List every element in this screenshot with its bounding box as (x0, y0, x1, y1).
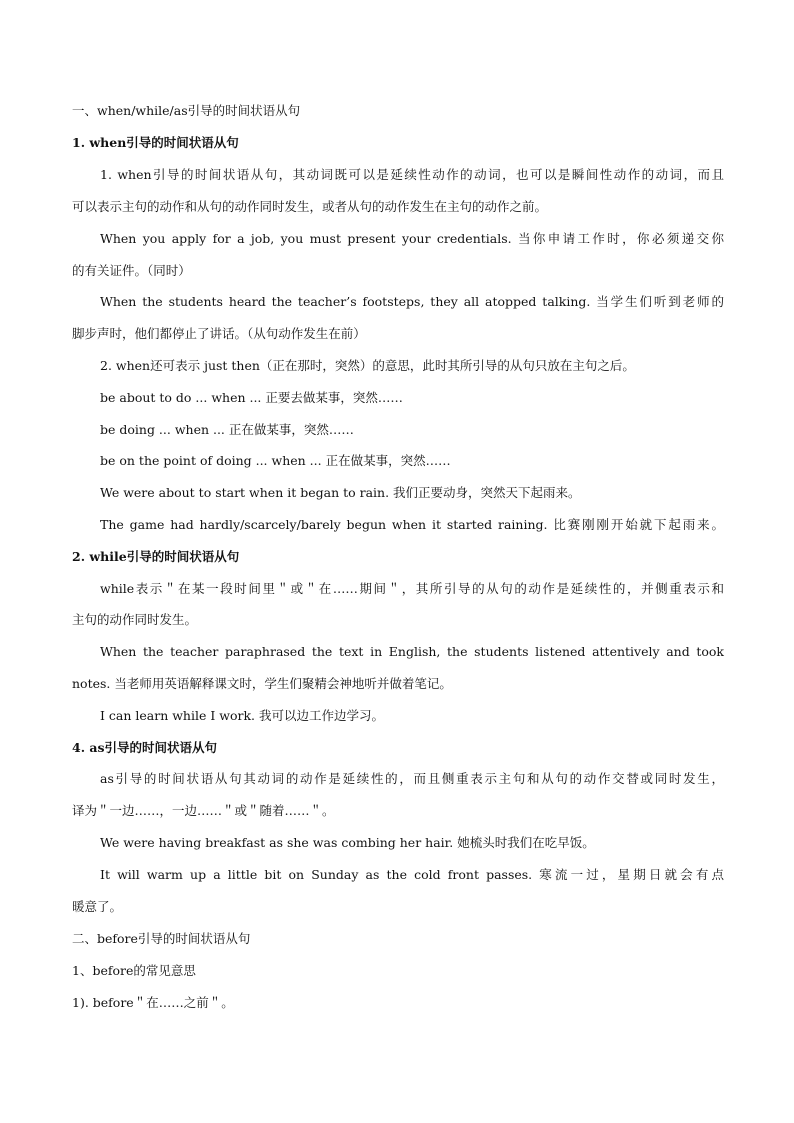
example-line: It will warm up a little bit on Sunday as the cold front passes. 寒流一过，星期日就会有点 (100, 867, 724, 882)
paragraph-line: 2. when还可表示 just then（正在那时，突然）的意思，此时其所引导的从句只放在主句之后。 (100, 358, 635, 373)
pattern-line: be about to do ... when ... 正要去做某事，突然…… (100, 390, 403, 405)
section-heading-when-while-as: 一、when/while/as引导的时间状语从句 (72, 103, 301, 118)
paragraph-line: 主句的动作同时发生。 (72, 612, 198, 627)
example-line: 暖意了。 (72, 899, 123, 914)
paragraph-line: as引导的时间状语从句其动词的动作是延续性的，而且侧重表示主句和从句的动作交替或同时发生， (100, 771, 724, 786)
example-line: 脚步声时，他们都停止了讲话。（从句动作发生在前） (72, 326, 366, 341)
list-item: 1). before＂在……之前＂。 (72, 995, 234, 1010)
paragraph-line: 可以表示主句的动作和从句的动作同时发生，或者从句的动作发生在主句的动作之前。 (72, 199, 548, 214)
example-line: We were about to start when it began to rain. 我们正要动身，突然天下起雨来。 (100, 485, 581, 500)
example-line: We were having breakfast as she was combing her hair. 她梳头时我们在吃早饭。 (100, 835, 595, 850)
section-heading-before: 二、before引导的时间状语从句 (72, 931, 251, 946)
paragraph-line: while表示＂在某一段时间里＂或＂在……期间＂，其所引导的从句的动作是延续性的，并侧重表示和 (100, 581, 724, 596)
subsection-heading: 1、before的常见意思 (72, 963, 196, 978)
subheading-when: 1. when引导的时间状语从句 (72, 135, 239, 150)
example-line: The game had hardly/scarcely/barely begun when it started raining. 比赛刚刚开始就下起雨来。 (100, 517, 724, 532)
example-line: When the teacher paraphrased the text in English, the students listened attentively and took (100, 644, 724, 659)
example-line: When the students heard the teacher’s footsteps, they all atopped talking. 当学生们听到老师的 (100, 294, 724, 309)
example-line: When you apply for a job, you must present your credentials. 当你申请工作时，你必须递交你 (100, 231, 724, 246)
example-line: I can learn while I work. 我可以边工作边学习。 (100, 708, 384, 723)
example-line: 的有关证件。（同时） (72, 263, 191, 278)
subheading-as: 4. as引导的时间状语从句 (72, 740, 218, 755)
paragraph-line: 1. when引导的时间状语从句，其动词既可以是延续性动作的动词，也可以是瞬间性动作的动词，而且 (100, 167, 724, 182)
pattern-line: be on the point of doing ... when ... 正在做某事，突然…… (100, 453, 451, 468)
subheading-while: 2. while引导的时间状语从句 (72, 549, 240, 564)
example-line: notes. 当老师用英语解释课文时，学生们聚精会神地听并做着笔记。 (72, 676, 452, 691)
pattern-line: be doing ... when ... 正在做某事，突然…… (100, 422, 354, 437)
paragraph-line: 译为＂一边……，一边……＂或＂随着……＂。 (72, 803, 335, 818)
